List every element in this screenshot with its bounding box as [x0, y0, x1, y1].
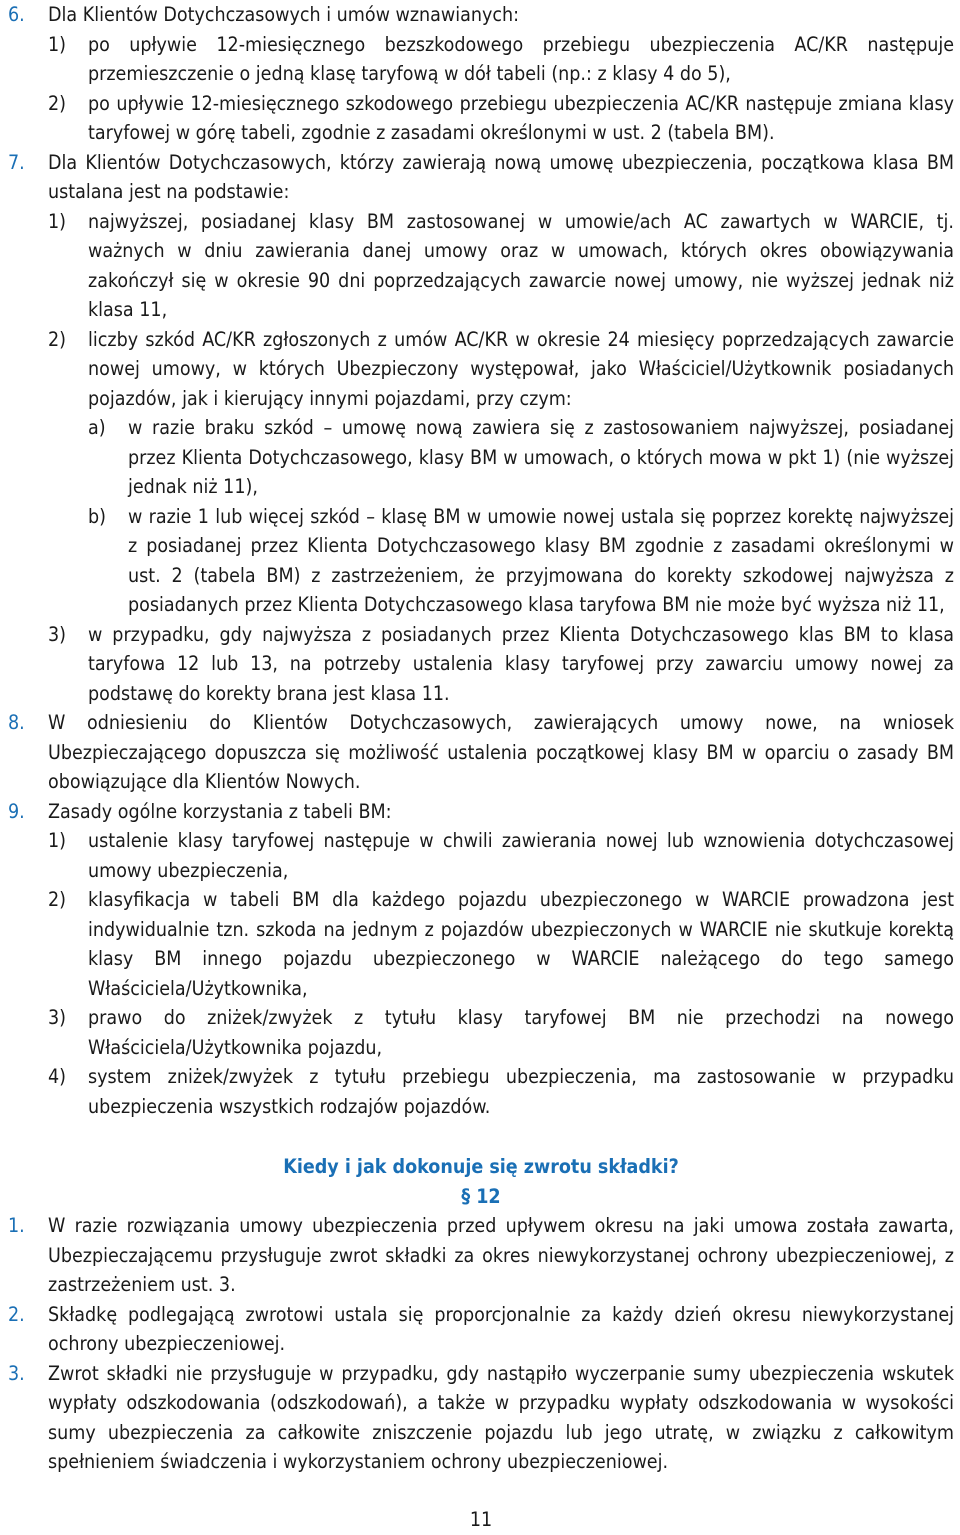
- list-item: [8, 826, 954, 885]
- item-text: klasyfikacja w tabeli BM dla każdego pojazdu ubezpieczonego w WARCIE prowadzona jest indywidualnie tzn. szkoda na jednym z pojazdów ubezpieczonych w WARCIE nie skutkuje korektą klasy BM innego pojazdu ubezpieczonego w WARCIE należącego do tego samego Właściciela/Użytkownika,: [88, 888, 954, 1000]
- item-number: 1): [48, 829, 67, 852]
- item-number: 4): [48, 1065, 67, 1088]
- section-9: [8, 797, 954, 827]
- item-number: 3): [48, 1006, 67, 1029]
- section-number: 7.: [8, 150, 25, 174]
- paragraph-item: [8, 1300, 954, 1359]
- paragraph-item: [8, 1359, 954, 1477]
- paragraph-item-text: Składkę podlegającą zwrotowi ustala się proporcjonalnie za każdy dzień okresu niewykorzystanej ochrony ubezpieczeniowej.: [48, 1302, 954, 1355]
- paragraph-item-text: Zwrot składki nie przysługuje w przypadku, gdy nastąpiło wyczerpanie sumy ubezpieczenia wskutek wypłaty odszkodowania (odszkodowań), a także w przypadku wypłaty odszkodowania w wysokości sumy ubezpieczenia za całkowite zniszczenie pojazdu lub jego utratę, w związku z całkowitym spełnieniem świadczenia i wykorzystaniem ochrony ubezpieczeniowej.: [48, 1361, 954, 1473]
- item-text: system zniżek/zwyżek z tytułu przebiegu ubezpieczenia, ma zastosowanie w przypadku ubezpieczenia wszystkich rodzajów pojazdów.: [88, 1065, 954, 1118]
- list-item: [8, 89, 954, 148]
- paragraph-item-number: 3.: [8, 1361, 25, 1385]
- section-7: [8, 148, 954, 207]
- paragraph-item-text: W razie rozwiązania umowy ubezpieczenia przed upływem okresu na jaki umowa została zawarta, Ubezpieczającemu przysługuje zwrot składki za okres niewykorzystanej ochrony ubezpieczeniowej, z zastrzeżeniem ust. 3.: [48, 1214, 954, 1296]
- section-text: W odniesieniu do Klientów Dotychczasowych, zawierających umowy nowe, na wniosek Ubezpieczającego dopuszcza się możliwość ustalenia początkowej klasy BM w oparciu o zasady BM obowiązujące dla Klientów Nowych.: [48, 711, 954, 793]
- list-item: [8, 1062, 954, 1121]
- section-8: [8, 708, 954, 797]
- paragraph-item-number: 1.: [8, 1214, 25, 1237]
- section-number: 8.: [8, 711, 25, 734]
- list-item: [8, 207, 954, 325]
- section-text: Dla Klientów Dotychczasowych i umów wznawianych:: [48, 3, 520, 26]
- list-item: [8, 1003, 954, 1062]
- item-text: po upływie 12-miesięcznego bezszkodowego przebiegu ubezpieczenia AC/KR następuje przemieszczenie o jedną klasę taryfową w dół tabeli (np.: z klasy 4 do 5),: [88, 32, 954, 85]
- list-item: [8, 30, 954, 89]
- paragraph-item: [8, 1211, 954, 1300]
- subitem-text: w razie 1 lub więcej szkód – klasę BM w umowie nowej ustala się poprzez korektę najwyższej z posiadanej przez Klienta Dotychczasowego klasy BM zgodnie z zasadami określonymi w ust. 2 (tabela BM) z zastrzeżeniem, że przyjmowana do korekty szkodowej najwyższa z posiadanych przez Klienta Dotychczasowego klasa taryfowa BM nie może być wyższa niż 11,: [128, 504, 954, 616]
- item-text: najwyższej, posiadanej klasy BM zastosowanej w umowie/ach AC zawartych w WARCIE, tj. ważnych w dniu zawierania danej umowy oraz w umowach, których okres obowiązywania zakończył się w okresie 90 dni poprzedzających zawarcie nowej umowy, nie wyższej jednak niż klasa 11,: [88, 209, 954, 321]
- paragraph-item-number: 2.: [8, 1302, 25, 1326]
- item-number: 2): [48, 888, 67, 911]
- item-text: po upływie 12-miesięcznego szkodowego przebiegu ubezpieczenia AC/KR następuje zmiana klasy taryfowej w górę tabeli, zgodnie z zasadami określonymi w ust. 2 (tabela BM).: [88, 91, 954, 144]
- item-number: 2): [48, 91, 67, 115]
- subitem-letter: a): [88, 416, 106, 439]
- document-page: [8, 0, 954, 1531]
- item-number: 1): [48, 209, 67, 233]
- item-text: w przypadku, gdy najwyższa z posiadanych przez Klienta Dotychczasowego klas BM to klasa taryfowa 12 lub 13, na potrzeby ustalenia klasy taryfowej przy zawarciu umowy nowej za podstawę do korekty brana jest klasa 11.: [88, 622, 954, 705]
- section-heading: Kiedy i jak dokonuje się zwrotu składki?: [283, 1155, 679, 1178]
- paragraph-number: § 12: [461, 1184, 501, 1208]
- list-item: [8, 325, 954, 414]
- item-number: 1): [48, 32, 67, 56]
- section-number: 6.: [8, 3, 25, 26]
- section-text: Dla Klientów Dotychczasowych, którzy zawierają nową umowę ubezpieczenia, początkowa klasa BM ustalana jest na podstawie:: [48, 150, 954, 203]
- section-6: [8, 0, 954, 30]
- list-item: [8, 620, 954, 709]
- section-number: 9.: [8, 799, 25, 823]
- section-text: Zasady ogólne korzystania z tabeli BM:: [48, 799, 392, 823]
- subitem-letter: b): [88, 504, 106, 528]
- sub-list-item: [8, 502, 954, 620]
- subitem-text: w razie braku szkód – umowę nową zawiera się z zastosowaniem najwyższej, posiadanej przez Klienta Dotychczasowego, klasy BM w umowach, o których mowa w pkt 1) (nie wyższej jednak niż 11),: [128, 416, 954, 498]
- list-item: [8, 885, 954, 1003]
- item-number: 3): [48, 622, 67, 646]
- sub-list-item: [8, 413, 954, 502]
- item-text: ustalenie klasy taryfowej następuje w chwili zawierania nowej lub wznowienia dotychczasowej umowy ubezpieczenia,: [88, 829, 954, 882]
- item-text: liczby szkód AC/KR zgłoszonych z umów AC/KR w okresie 24 miesięcy poprzedzających zawarcie nowej umowy, w których Ubezpieczony występował, jako Właściciel/Użytkownik posiadanych pojazdów, jak i kierujący innymi pojazdami, przy czym:: [88, 327, 954, 410]
- item-text: prawo do zniżek/zwyżek z tytułu klasy taryfowej BM nie przechodzi na nowego Właściciela/Użytkownika pojazdu,: [88, 1006, 954, 1059]
- item-number: 2): [48, 327, 67, 351]
- page-number: 11: [469, 1508, 493, 1531]
